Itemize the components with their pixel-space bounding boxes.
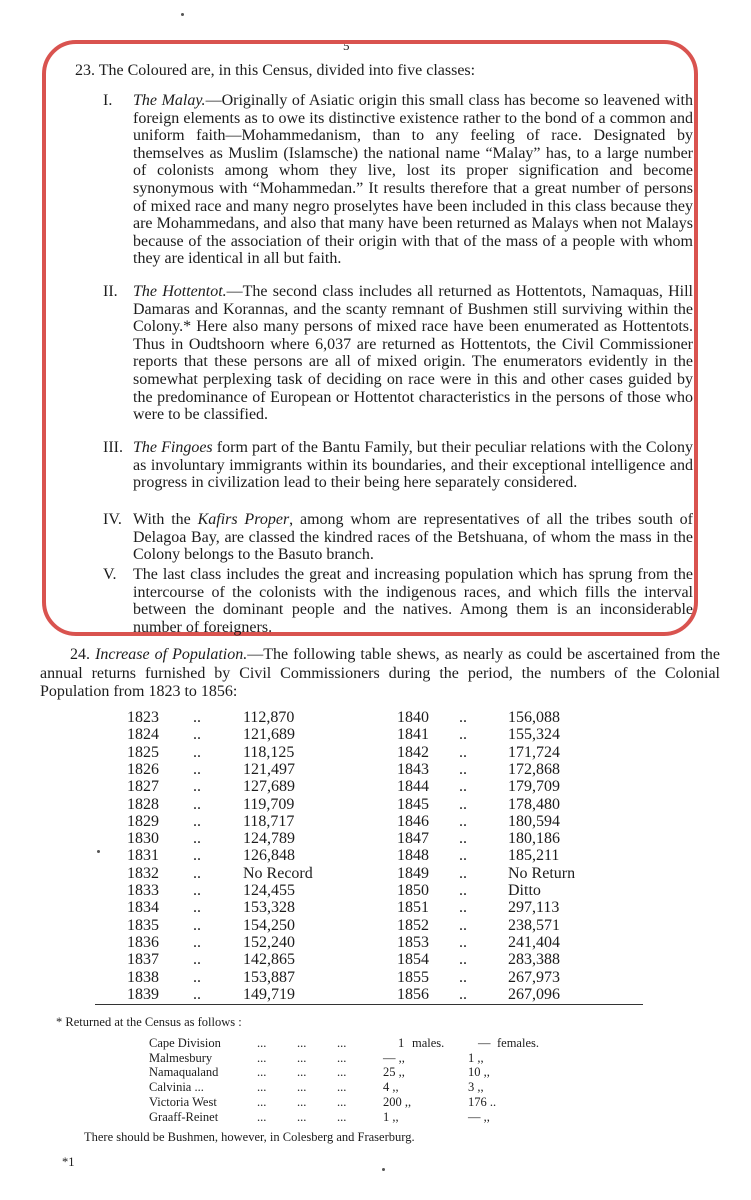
dot-leader: .. [459, 830, 467, 848]
para-24-number: 24. [70, 646, 90, 663]
dot-leader: ... [337, 1094, 347, 1109]
dot-leader: .. [459, 864, 467, 882]
year-cell: 1831 [127, 847, 159, 865]
dot-leader: ... [337, 1109, 347, 1124]
dot-leader: .. [193, 847, 201, 865]
year-cell: 1836 [127, 933, 159, 951]
dot-leader: ... [297, 1094, 307, 1109]
dot-leader: .. [459, 743, 467, 761]
class-title: The Fingoes [133, 439, 213, 456]
dot-leader: .. [193, 985, 201, 1003]
dot-leader: ... [257, 1065, 267, 1080]
population-value: 156,088 [508, 709, 560, 726]
population-value: 283,388 [508, 951, 560, 969]
footnote-place: Calvinia ... [149, 1080, 204, 1095]
year-cell: 1852 [397, 916, 429, 934]
footnote-males: — ,, [383, 1050, 405, 1065]
population-value: 178,480 [508, 795, 560, 813]
dot-leader: ... [297, 1080, 307, 1095]
para-24-title: Increase of Population. [95, 646, 248, 663]
footnote-males-label: males. [412, 1036, 445, 1050]
footnote-heading: * Returned at the Census as follows : [56, 1015, 242, 1029]
class-text: form part of the Bantu Family, but their peculiar relations with the Colony as involuntary immigrants within its boundaries, and their exceptional intelligence and progress in civilization lead to their being here separately considered. [133, 439, 694, 492]
year-cell: 1853 [397, 933, 429, 951]
population-value: 185,211 [508, 847, 560, 865]
para-24-text: —The following table shews, as nearly as could be ascertained from the annual returns furnished by Civil Commissioners during the period, the numbers of the Colonial Population from 1823 to 1856: [40, 646, 720, 700]
footnote-females: 3 ,, [468, 1080, 484, 1095]
dot-leader: ... [257, 1036, 267, 1050]
dot-leader: ... [337, 1065, 347, 1080]
population-value: 153,328 [243, 899, 295, 917]
population-value: 124,455 [243, 882, 295, 899]
footnote-place: Malmesbury [149, 1050, 213, 1065]
dot-leader: .. [459, 968, 467, 986]
class-numeral: V. [103, 566, 117, 583]
dot-leader: .. [459, 985, 467, 1003]
dot-leader: .. [193, 778, 201, 796]
population-value: 180,594 [508, 812, 560, 830]
paper-speck [181, 13, 184, 16]
class-3-fingoes [103, 439, 693, 492]
paper-speck [97, 850, 100, 853]
footnote-place: Victoria West [149, 1094, 217, 1109]
dot-leader: .. [193, 899, 201, 917]
year-cell: 1851 [397, 899, 429, 917]
population-value: 153,887 [243, 968, 295, 986]
footnote-mark: *1 [62, 1155, 75, 1169]
population-value: 118,125 [243, 743, 295, 761]
footnote-males: 4 ,, [383, 1080, 399, 1095]
population-value: 267,973 [508, 968, 560, 986]
year-cell: 1854 [397, 951, 429, 969]
year-cell: 1834 [127, 899, 159, 917]
paper-speck [382, 1168, 385, 1171]
year-cell: 1844 [397, 778, 429, 796]
year-cell: 1832 [127, 864, 159, 882]
dot-leader: ... [337, 1050, 347, 1065]
footnote-females: 10 ,, [468, 1065, 490, 1080]
year-cell: 1842 [397, 743, 429, 761]
population-value: 149,719 [243, 985, 295, 1003]
year-cell: 1826 [127, 760, 159, 778]
year-cell: 1840 [397, 709, 429, 726]
dot-leader: .. [459, 760, 467, 778]
population-value: 112,870 [243, 709, 295, 726]
class-numeral: III. [103, 439, 123, 456]
footnote-males: 200 ,, [383, 1094, 412, 1109]
population-value: 155,324 [508, 726, 560, 744]
dot-leader: ... [257, 1109, 267, 1124]
population-value: 152,240 [243, 933, 295, 951]
dot-leader: .. [459, 709, 467, 726]
dot-leader: .. [193, 864, 201, 882]
population-value: 142,865 [243, 951, 295, 969]
population-value: No Return [508, 864, 576, 882]
dot-leader: .. [193, 726, 201, 744]
class-4-kafirs [103, 511, 693, 564]
year-cell: 1849 [397, 864, 429, 882]
para-23-heading: 23. The Coloured are, in this Census, divided into five classes: [75, 62, 476, 79]
dot-leader: .. [459, 812, 467, 830]
dot-leader: ... [257, 1080, 267, 1095]
footnote-females: — [478, 1036, 491, 1050]
dot-leader: .. [193, 916, 201, 934]
class-text: —Originally of Asiatic origin this small class has become so leavened with foreign elements as to owe its distinctive existence rather to the bond of a common and uniform faith—Mohammedanism, than to any feeling of race. Designated by themselves as Muslim (Islamsche) the national name “Malay” has, to a large number of colonists among whom they live, lost its proper signification and become synonymous with “Mohammedan.” It results therefore that a great number of persons of mixed race and many negro proselytes have been included in this class because they are Mohammedans, and also that many have been returned as Malays when not Malays because of the association of their origin with that of the mass of a people with whom they are identical in all but faith. [133, 92, 693, 268]
dot-leader: .. [459, 899, 467, 917]
year-cell: 1833 [127, 882, 159, 899]
dot-leader: .. [459, 882, 467, 899]
class-title: The Malay. [133, 92, 206, 109]
population-value: 238,571 [508, 916, 560, 934]
footnote-note: There should be Bushmen, however, in Colesberg and Fraserburg. [84, 1130, 415, 1144]
year-cell: 1848 [397, 847, 429, 865]
dot-leader: .. [459, 951, 467, 969]
population-value: 241,404 [508, 933, 560, 951]
year-cell: 1837 [127, 951, 159, 969]
page-number: 5 [343, 38, 350, 53]
year-cell: 1835 [127, 916, 159, 934]
dot-leader: .. [193, 882, 201, 899]
year-cell: 1855 [397, 968, 429, 986]
year-cell: 1847 [397, 830, 429, 848]
footnote-rule [95, 1004, 643, 1005]
year-cell: 1846 [397, 812, 429, 830]
dot-leader: ... [297, 1036, 307, 1050]
footnote-males: 1 ,, [383, 1109, 399, 1124]
year-cell: 1825 [127, 743, 159, 761]
population-value: 297,113 [508, 899, 560, 917]
dot-leader: .. [193, 743, 201, 761]
population-value: 127,689 [243, 778, 295, 796]
population-value: 121,689 [243, 726, 295, 744]
class-pre: With the [133, 511, 198, 528]
dot-leader: ... [297, 1065, 307, 1080]
dot-leader: .. [459, 933, 467, 951]
population-value: 118,717 [243, 812, 295, 830]
footnote-males: 1 [398, 1036, 405, 1050]
dot-leader: .. [193, 951, 201, 969]
year-cell: 1843 [397, 760, 429, 778]
footnote-females: — ,, [468, 1109, 490, 1124]
dot-leader: .. [193, 933, 201, 951]
class-1-malay [103, 92, 693, 268]
footnote-place: Graaff-Reinet [149, 1109, 219, 1124]
class-5-mixed [103, 566, 693, 636]
population-value: 172,868 [508, 760, 560, 778]
year-cell: 1845 [397, 795, 429, 813]
footnote-females: 176 .. [468, 1094, 497, 1109]
dot-leader: .. [193, 760, 201, 778]
population-value: Ditto [508, 882, 541, 899]
year-cell: 1838 [127, 968, 159, 986]
class-numeral: II. [103, 283, 118, 300]
population-value: 126,848 [243, 847, 295, 865]
class-2-hottentot [103, 283, 693, 424]
dot-leader: ... [297, 1050, 307, 1065]
dot-leader: .. [459, 795, 467, 813]
population-value: 124,789 [243, 830, 295, 848]
dot-leader: ... [337, 1080, 347, 1095]
dot-leader: .. [193, 812, 201, 830]
footnote-females-label: females. [497, 1036, 539, 1050]
year-cell: 1828 [127, 795, 159, 813]
year-cell: 1827 [127, 778, 159, 796]
dot-leader: .. [193, 795, 201, 813]
class-numeral: IV. [103, 511, 122, 528]
population-value: 180,186 [508, 830, 560, 848]
class-title: Kafirs Proper [197, 511, 290, 528]
population-value: 171,724 [508, 743, 560, 761]
dot-leader: .. [193, 830, 201, 848]
dot-leader: .. [459, 778, 467, 796]
year-cell: 1850 [397, 882, 429, 899]
class-text: —The second class includes all returned as Hottentots, Namaquas, Hill Damaras and Korannas, and the scanty remnant of Bushmen still surviving within the Colony.* Here also many persons of mixed race have been enumerated as Hottentots. Thus in Oudtshoorn where 6,037 are returned as Hottentots, the Civil Commissioner reports that these persons are all of mixed origin. The enumerators evidently in the somewhat perplexing task of deciding on race were in this and other cases guided by the predominance of European or Hottentot characteristics in the persons of those who were to be classified. [133, 283, 694, 424]
year-cell: 1839 [127, 985, 159, 1003]
year-cell: 1829 [127, 812, 159, 830]
dot-leader: ... [297, 1109, 307, 1124]
dot-leader: .. [193, 709, 201, 726]
dot-leader: .. [459, 726, 467, 744]
footnote-place: Namaqualand [149, 1065, 219, 1080]
dot-leader: .. [193, 968, 201, 986]
dot-leader: ... [337, 1036, 347, 1050]
class-title: The Hottentot. [133, 283, 227, 300]
population-value: 179,709 [508, 778, 560, 796]
population-value: No Record [243, 864, 313, 882]
year-cell: 1830 [127, 830, 159, 848]
dot-leader: .. [459, 916, 467, 934]
dot-leader: .. [459, 847, 467, 865]
year-cell: 1856 [397, 985, 429, 1003]
population-value: 121,497 [243, 760, 295, 778]
population-value: 154,250 [243, 916, 295, 934]
footnote-males: 25 ,, [383, 1065, 405, 1080]
footnote-place: Cape Division [149, 1036, 221, 1050]
year-cell: 1841 [397, 726, 429, 744]
population-value: 119,709 [243, 795, 295, 813]
footnote-females: 1 ,, [468, 1050, 484, 1065]
para-24 [40, 646, 720, 702]
class-text: The last class includes the great and increasing population which has sprung from the intercourse of the colonists with the indigenous races, and which fills the interval between the dominant people and the natives. Among them is an inconsiderable number of foreigners. [133, 566, 693, 636]
dot-leader: ... [257, 1050, 267, 1065]
year-cell: 1823 [127, 709, 159, 726]
dot-leader: ... [257, 1094, 267, 1109]
class-numeral: I. [103, 92, 113, 109]
class-text: , among whom are representatives of all the tribes south of Delagoa Bay, are classed the kindred races of the Betshuana, of whom the mass in the Colony belongs to the Basuto branch. [133, 511, 693, 564]
year-cell: 1824 [127, 726, 159, 744]
population-value: 267,096 [508, 985, 560, 1003]
